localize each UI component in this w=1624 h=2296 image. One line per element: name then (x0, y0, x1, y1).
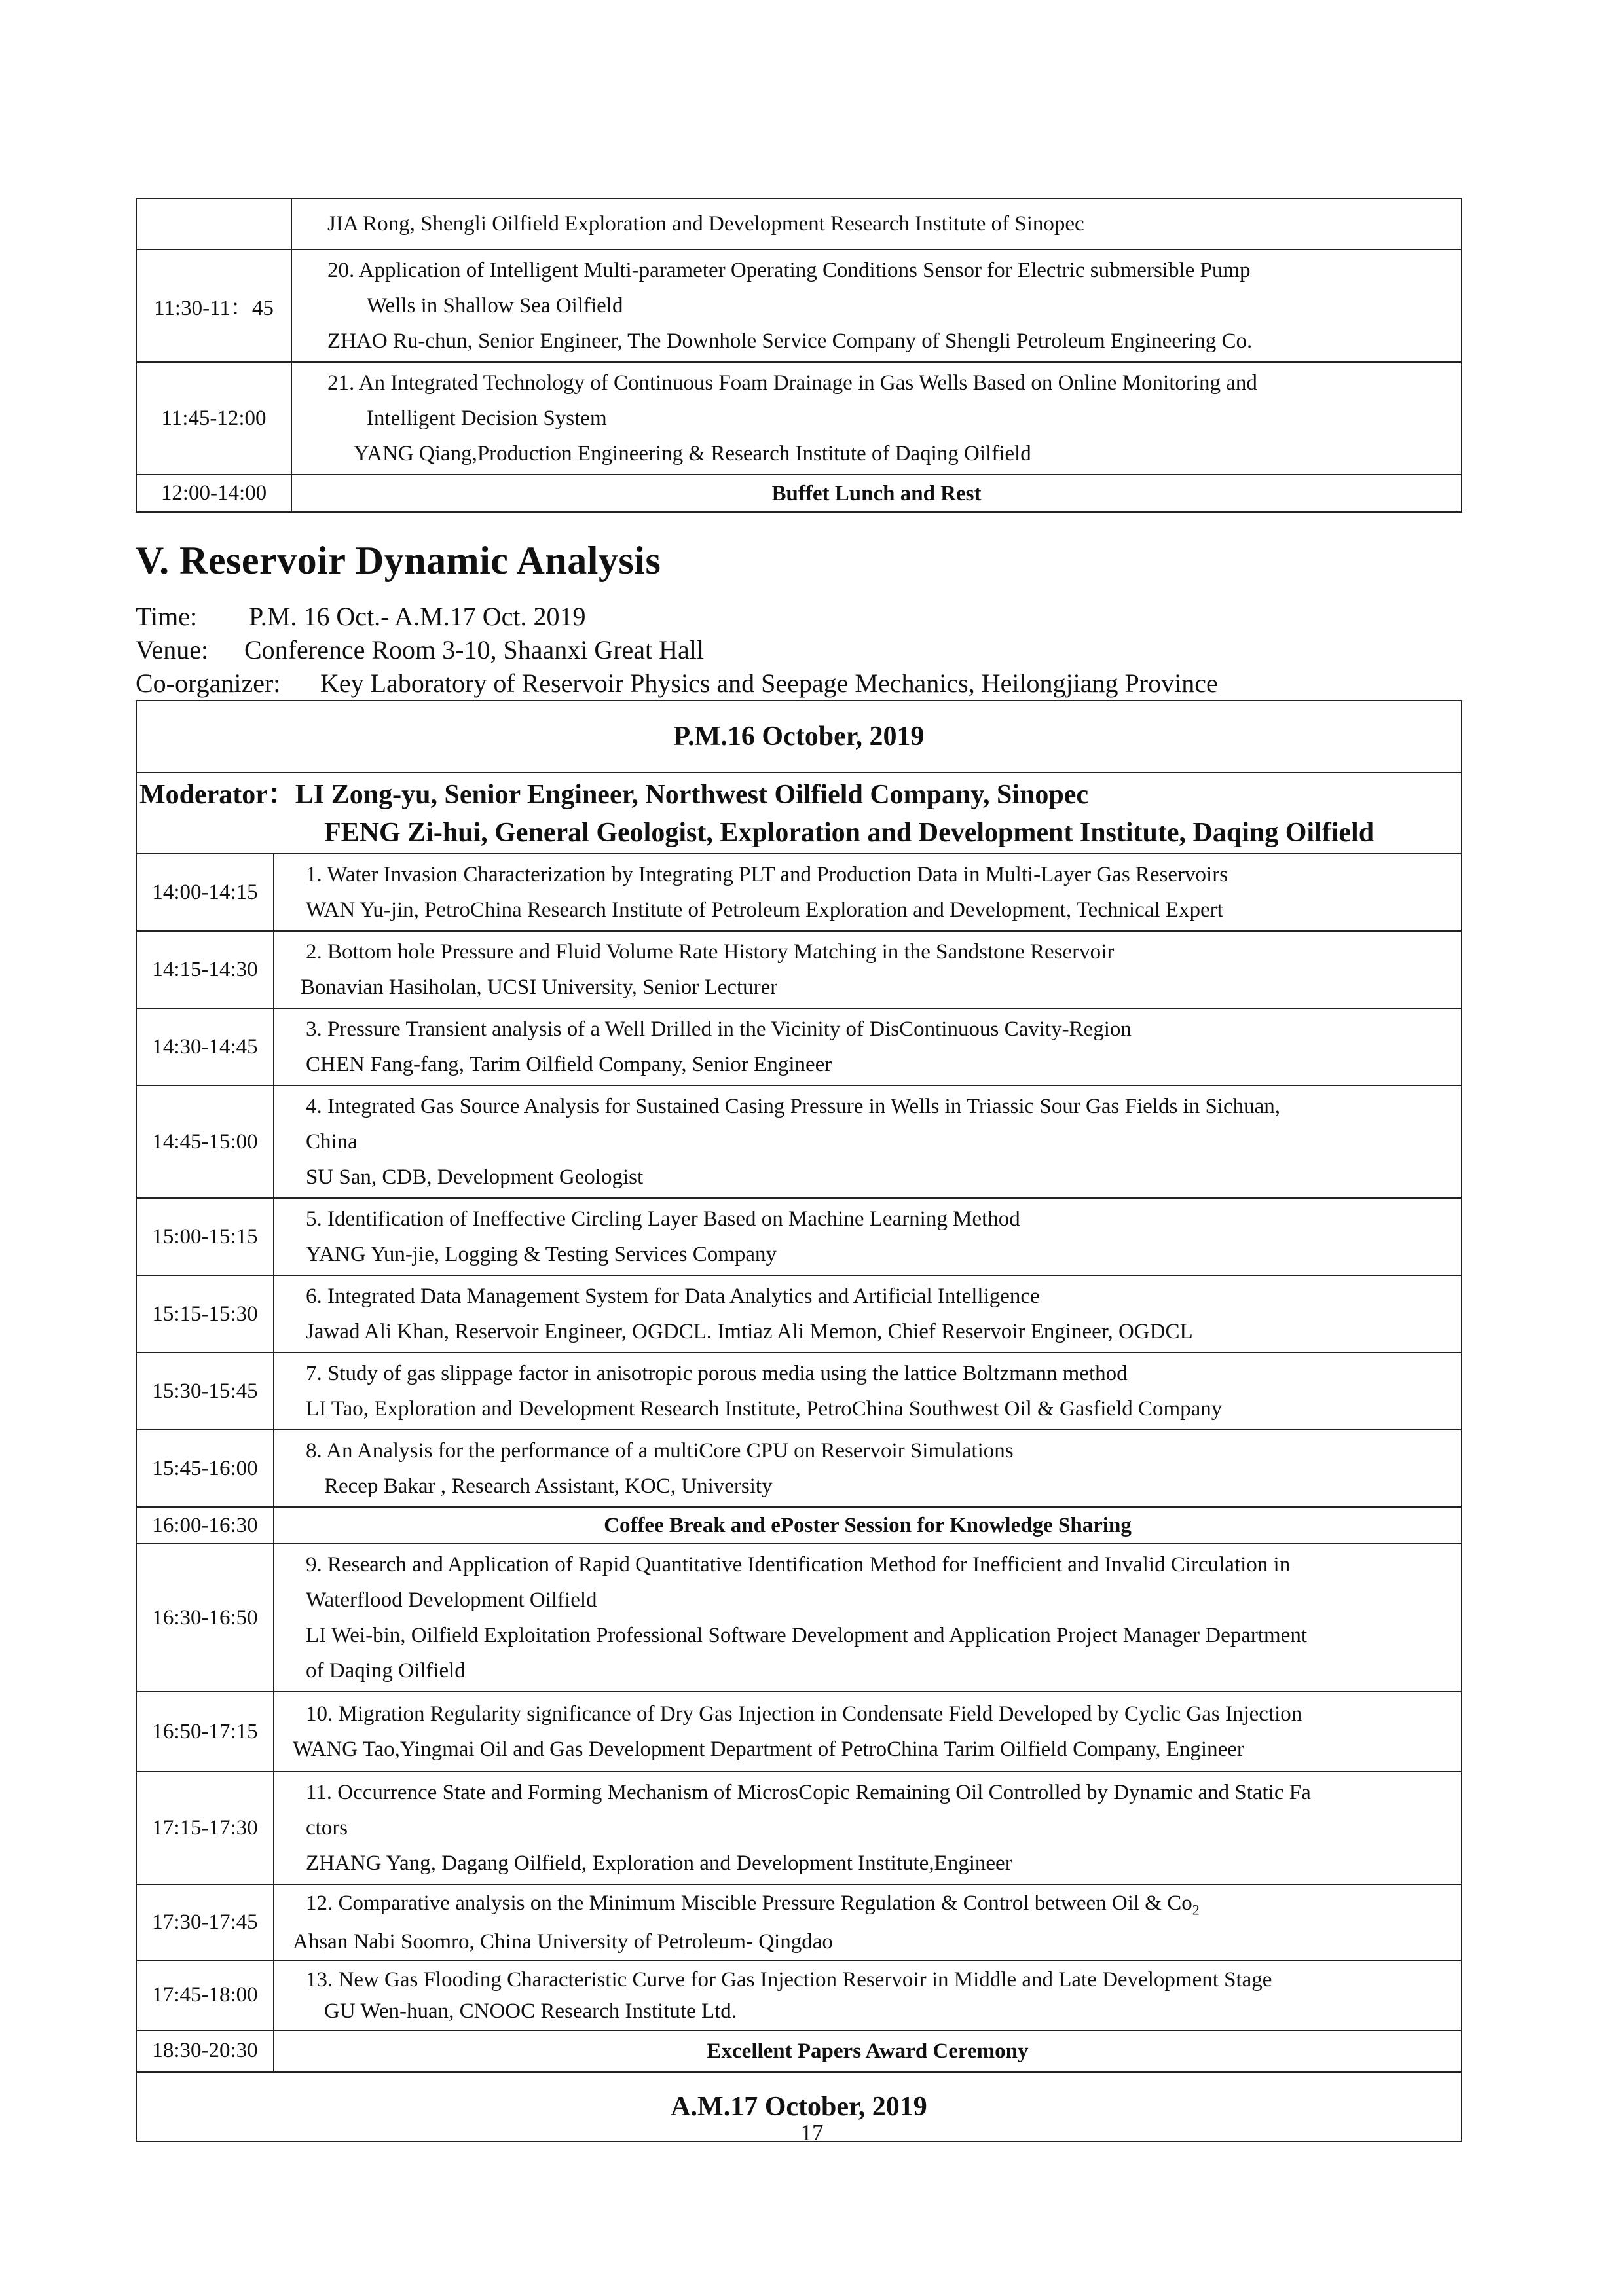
paper-cell (274, 931, 1462, 1008)
author-line: GU Wen-huan, CNOOC Research Institute Ltd. (324, 1999, 737, 2023)
time-cell: 14:15-14:30 (136, 931, 274, 1008)
break-cell: Buffet Lunch and Rest (291, 475, 1462, 512)
coorganizer-value: Key Laboratory of Reservoir Physics and Seepage Mechanics, Heilongjiang Province (320, 668, 1218, 698)
moderator-row (136, 773, 1462, 854)
main-schedule-table (136, 700, 1462, 2142)
moderator-2: FENG Zi-hui, General Geologist, Exploration and Development Institute, Daqing Oilfield (324, 818, 1375, 848)
paper-cell (291, 198, 1462, 249)
table-row (136, 1430, 1462, 1507)
section-heading: V. Reservoir Dynamic Analysis (136, 539, 661, 582)
author-line: Bonavian Hasiholan, UCSI University, Senior Lecturer (301, 975, 778, 999)
paper-cell (274, 1085, 1462, 1198)
paper-title-line: 21. An Integrated Technology of Continuous Foam Drainage in Gas Wells Based on Online Monitoring and (327, 371, 1257, 395)
paper-title-line: 9. Research and Application of Rapid Quantitative Identification Method for Inefficient and Invalid Circulation in (306, 1553, 1291, 1576)
paper-title-line: 4. Integrated Gas Source Analysis for Sustained Casing Pressure in Wells in Triassic Sour Gas Fields in Sichuan, (306, 1095, 1281, 1118)
paper-cell (291, 249, 1462, 362)
table-row (136, 2030, 1462, 2072)
author-line: ZHAO Ru-chun, Senior Engineer, The Downhole Service Company of Shengli Petroleum Engineering Co. (327, 329, 1253, 353)
table-row (136, 198, 1462, 249)
paper-title-text: 12. Comparative analysis on the Minimum Miscible Pressure Regulation & Control between Oil & Co (306, 1891, 1192, 1915)
table-row (136, 1544, 1462, 1692)
venue-line (136, 634, 704, 665)
table-row (136, 1353, 1462, 1430)
time-value: P.M. 16 Oct.- A.M.17 Oct. 2019 (249, 602, 586, 631)
paper-title-line: 6. Integrated Data Management System for Data Analytics and Artificial Intelligence (306, 1285, 1040, 1308)
time-label: Time: (136, 602, 198, 631)
paper-cell (274, 1544, 1462, 1692)
time-cell: 14:00-14:15 (136, 854, 274, 931)
time-cell: 14:45-15:00 (136, 1085, 274, 1198)
paper-cell (274, 1198, 1462, 1275)
time-cell: 16:30-16:50 (136, 1544, 274, 1692)
table-row (136, 1198, 1462, 1275)
time-cell: 15:30-15:45 (136, 1353, 274, 1430)
time-cell (136, 198, 291, 249)
time-cell: 15:45-16:00 (136, 1430, 274, 1507)
author-line: WANG Tao,Yingmai Oil and Gas Development Department of PetroChina Tarim Oilfield Company, Engineer (293, 1738, 1244, 1761)
time-cell: 14:30-14:45 (136, 1008, 274, 1085)
paper-title-line: 5. Identification of Ineffective Circling Layer Based on Machine Learning Method (306, 1207, 1020, 1231)
date-footer: A.M.17 October, 2019 (136, 2072, 1462, 2141)
paper-title-line: ctors (306, 1816, 348, 1840)
table-row (136, 854, 1462, 931)
time-cell: 17:15-17:30 (136, 1772, 274, 1884)
paper-cell (291, 362, 1462, 475)
author-line: YANG Yun-jie, Logging & Testing Services Company (306, 1243, 777, 1266)
time-cell: 16:50-17:15 (136, 1692, 274, 1772)
table-row (136, 362, 1462, 475)
date-header: P.M.16 October, 2019 (136, 701, 1462, 773)
author-line: JIA Rong, Shengli Oilfield Exploration and Development Research Institute of Sinopec (327, 212, 1084, 236)
paper-title-line: 11. Occurrence State and Forming Mechanism of MicrosCopic Remaining Oil Controlled by Dynamic and Static Fa (306, 1781, 1311, 1804)
table-row (136, 1884, 1462, 1961)
table-row (136, 1961, 1462, 2030)
venue-value: Conference Room 3-10, Shaanxi Great Hall (244, 635, 705, 665)
time-cell: 17:30-17:45 (136, 1884, 274, 1961)
paper-cell (274, 1961, 1462, 2030)
venue-label: Venue: (136, 635, 209, 665)
time-cell: 17:45-18:00 (136, 1961, 274, 2030)
paper-title-line: 20. Application of Intelligent Multi-parameter Operating Conditions Sensor for Electric submersible Pump (327, 259, 1251, 282)
paper-title-line (290, 1887, 1461, 1926)
table-row (136, 1085, 1462, 1198)
paper-cell (274, 1430, 1462, 1507)
author-line: ZHANG Yang, Dagang Oilfield, Exploration and Development Institute,Engineer (306, 1851, 1012, 1875)
paper-title-line: 8. An Analysis for the performance of a multiCore CPU on Reservoir Simulations (306, 1439, 1014, 1463)
page-number: 17 (800, 2120, 824, 2145)
time-line (136, 601, 585, 632)
table-row (136, 1772, 1462, 1884)
break-cell: Excellent Papers Award Ceremony (274, 2030, 1462, 2072)
paper-title-line: 13. New Gas Flooding Characteristic Curve for Gas Injection Reservoir in Middle and Late Development Stage (306, 1967, 1272, 1992)
author-line: CHEN Fang-fang, Tarim Oilfield Company, Senior Engineer (306, 1053, 832, 1076)
paper-title-line: 1. Water Invasion Characterization by Integrating PLT and Production Data in Multi-Layer Gas Reservoirs (306, 863, 1228, 886)
top-schedule-table (136, 198, 1462, 513)
paper-title-line: 10. Migration Regularity significance of Dry Gas Injection in Condensate Field Developed by Cyclic Gas Injection (306, 1702, 1302, 1726)
time-cell: 11:45-12:00 (136, 362, 291, 475)
paper-cell (274, 1353, 1462, 1430)
moderator-label: Moderator： (139, 780, 295, 810)
moderator-cell (136, 773, 1462, 854)
author-line: Recep Bakar , Research Assistant, KOC, University (324, 1474, 773, 1498)
table-row (136, 931, 1462, 1008)
author-line: WAN Yu-jin, PetroChina Research Institute of Petroleum Exploration and Development, Technical Expert (306, 898, 1223, 922)
author-line: Jawad Ali Khan, Reservoir Engineer, OGDCL. Imtiaz Ali Memon, Chief Reservoir Engineer, OGDCL (306, 1320, 1193, 1343)
time-cell: 16:00-16:30 (136, 1507, 274, 1544)
subscript: 2 (1192, 1901, 1200, 1918)
author-line: SU San, CDB, Development Geologist (306, 1165, 644, 1189)
table-row (136, 475, 1462, 512)
coorganizer-label: Co-organizer: (136, 668, 281, 698)
author-line: Ahsan Nabi Soomro, China University of Petroleum- Qingdao (293, 1929, 833, 1954)
paper-title-line: Waterflood Development Oilfield (306, 1588, 597, 1612)
time-cell: 15:15-15:30 (136, 1275, 274, 1353)
paper-cell (274, 1692, 1462, 1772)
paper-title-line: Intelligent Decision System (367, 407, 607, 430)
time-cell: 12:00-14:00 (136, 475, 291, 512)
author-line: of Daqing Oilfield (306, 1659, 466, 1683)
break-cell: Coffee Break and ePoster Session for Knowledge Sharing (274, 1507, 1462, 1544)
time-cell: 15:00-15:15 (136, 1198, 274, 1275)
paper-title-line: 2. Bottom hole Pressure and Fluid Volume Rate History Matching in the Sandstone Reservoir (306, 940, 1115, 964)
moderator-1: LI Zong-yu, Senior Engineer, Northwest Oilfield Company, Sinopec (295, 780, 1089, 810)
table-row (136, 1692, 1462, 1772)
paper-title-line: 7. Study of gas slippage factor in anisotropic porous media using the lattice Boltzmann method (306, 1362, 1128, 1385)
paper-cell (274, 1008, 1462, 1085)
table-row (136, 1507, 1462, 1544)
author-line: LI Tao, Exploration and Development Research Institute, PetroChina Southwest Oil & Gasfield Company (306, 1397, 1223, 1421)
paper-cell (274, 1884, 1462, 1961)
paper-cell (274, 854, 1462, 931)
time-cell: 11:30-11：45 (136, 249, 291, 362)
paper-title-line: China (306, 1130, 358, 1154)
paper-title-line: Wells in Shallow Sea Oilfield (367, 294, 623, 318)
author-line: YANG Qiang,Production Engineering & Research Institute of Daqing Oilfield (354, 442, 1031, 465)
paper-cell (274, 1772, 1462, 1884)
coorganizer-line (136, 668, 1218, 699)
table-row (136, 1275, 1462, 1353)
table-row (136, 1008, 1462, 1085)
paper-cell (274, 1275, 1462, 1353)
time-cell: 18:30-20:30 (136, 2030, 274, 2072)
table-row (136, 249, 1462, 362)
paper-title-line: 3. Pressure Transient analysis of a Well Drilled in the Vicinity of DisContinuous Cavity-Region (306, 1017, 1132, 1041)
date-header-row (136, 701, 1462, 773)
author-line: LI Wei-bin, Oilfield Exploitation Professional Software Development and Application Project Manager Department (306, 1624, 1308, 1647)
